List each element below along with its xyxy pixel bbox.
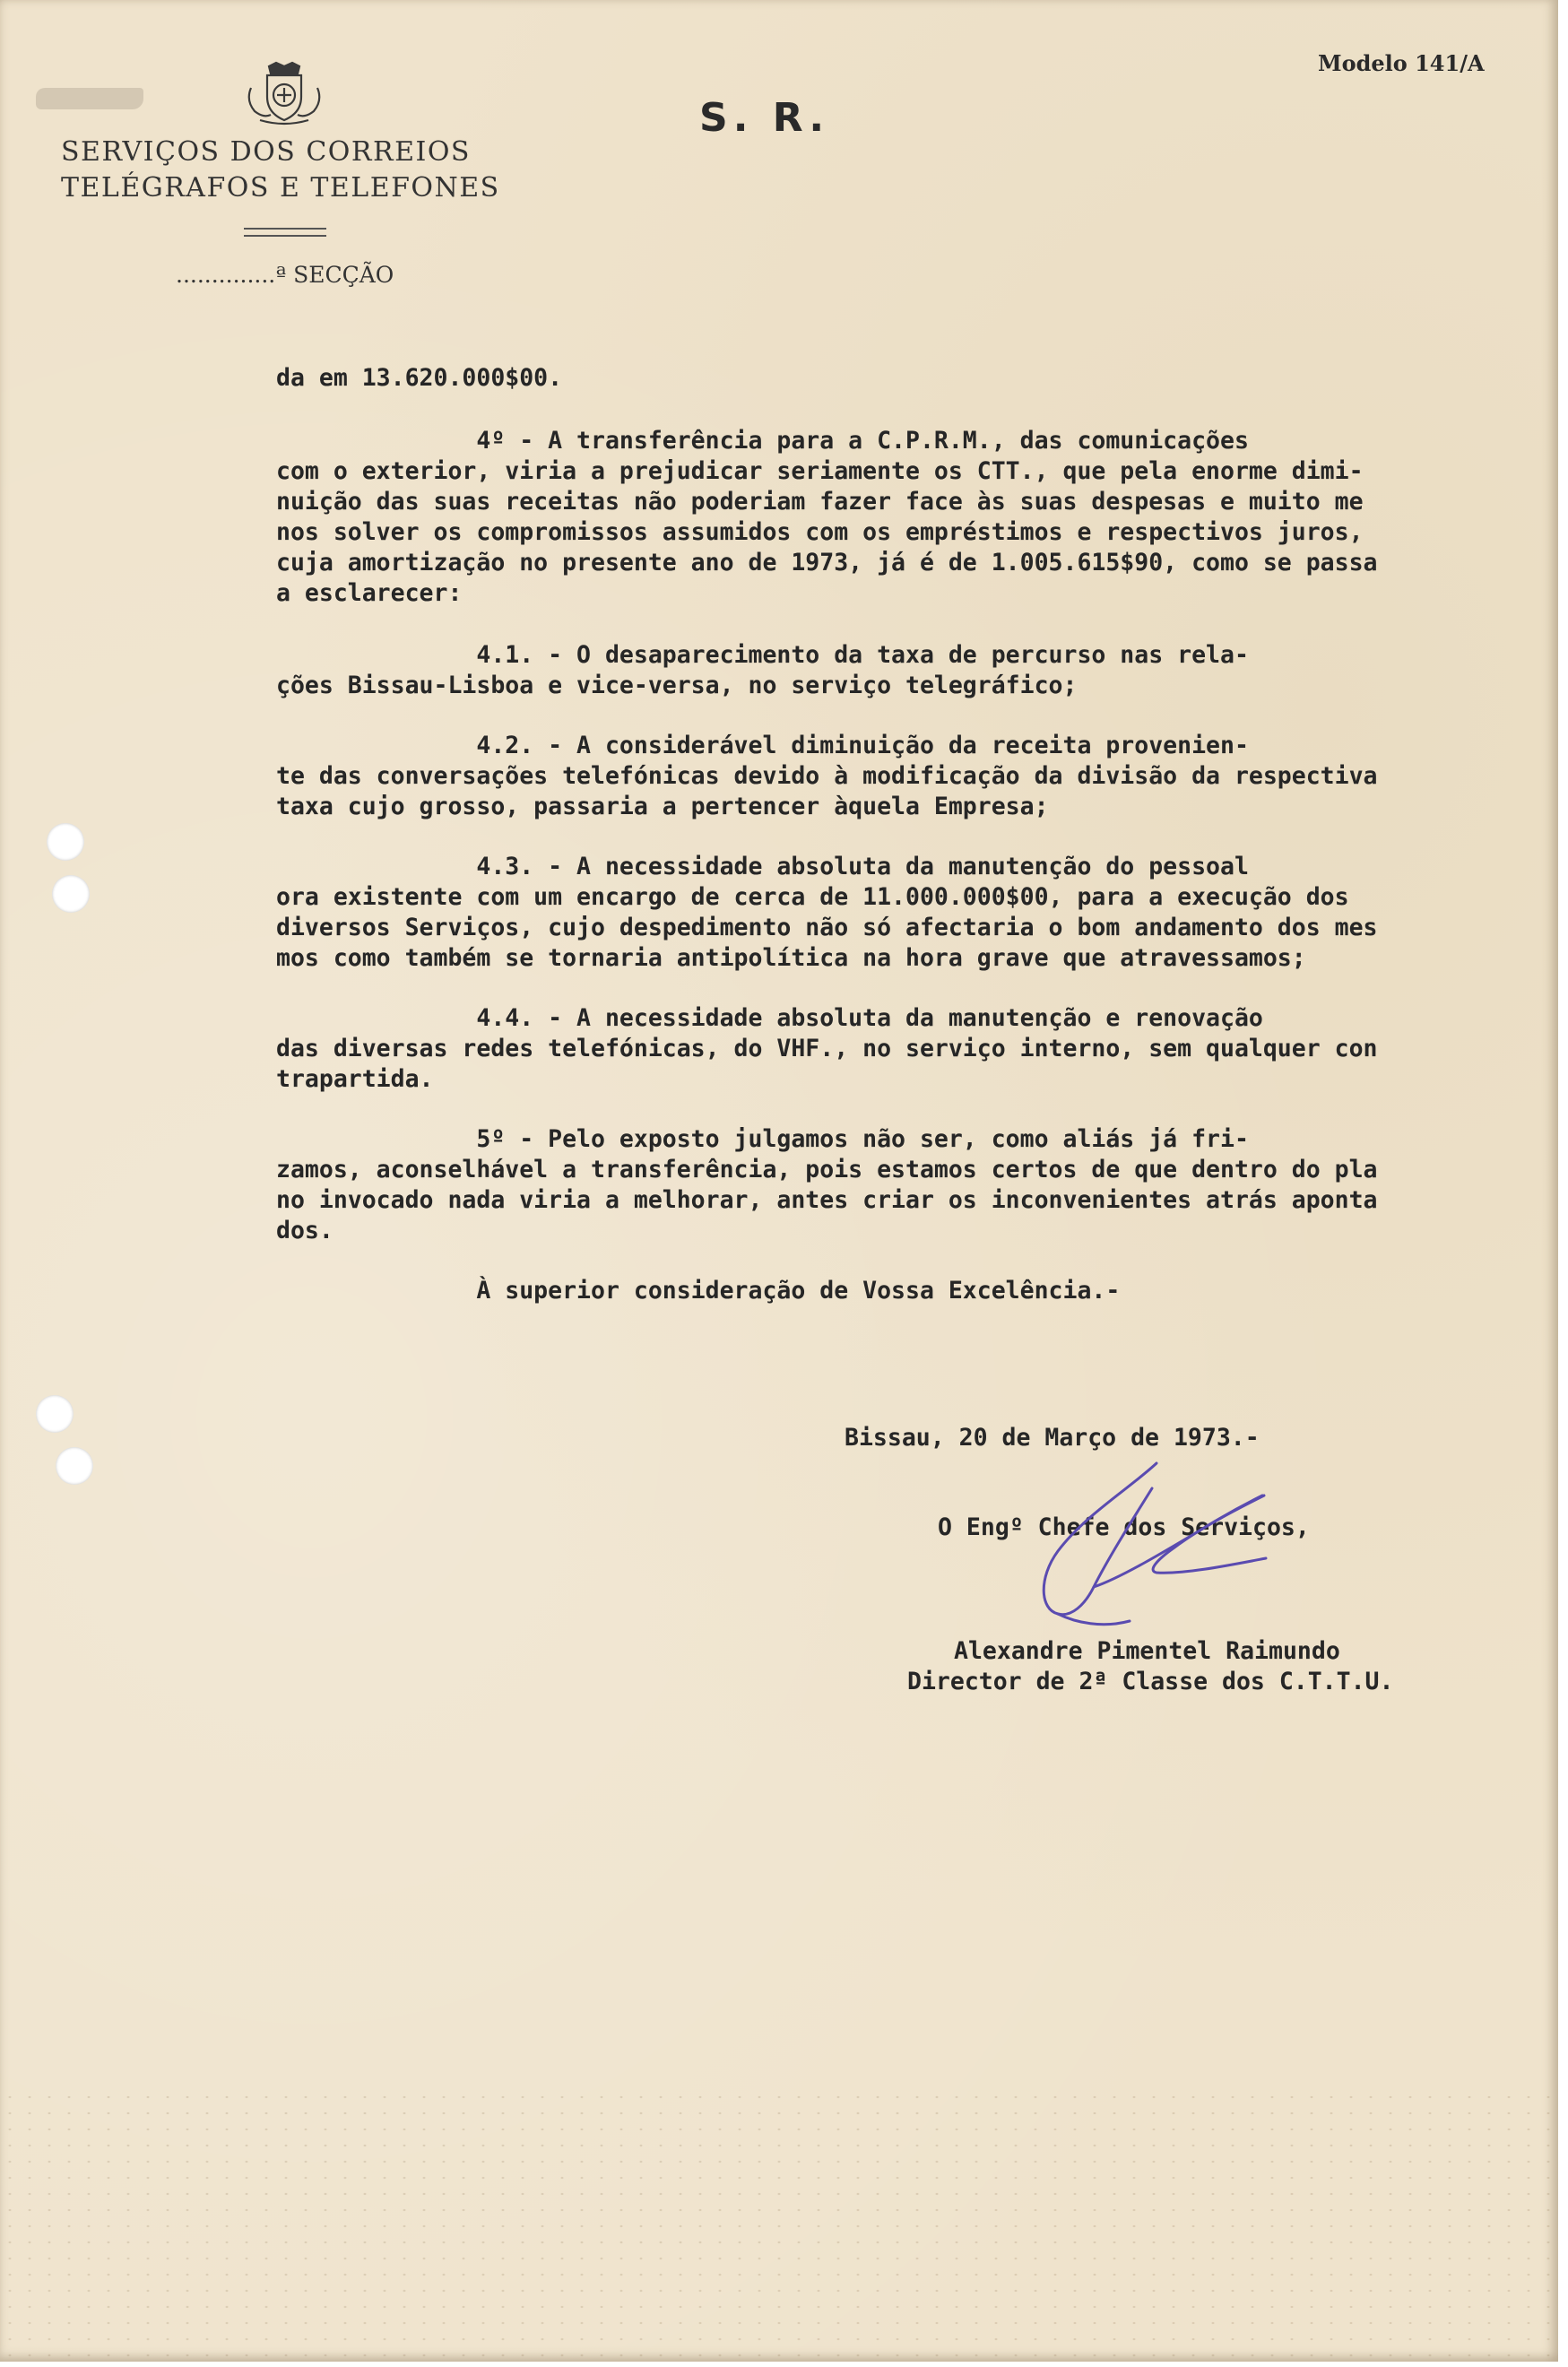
signatory-title: O Engº Chefe dos Serviços,	[938, 1513, 1310, 1541]
text-line: 4º - A transferência para a C.P.R.M., das comunicações	[276, 427, 1249, 455]
text-line: no invocado nada viria a melhorar, antes criar os inconvenientes atrás aponta	[276, 1186, 1378, 1214]
section-label: ..............ª SECÇÃO	[176, 262, 394, 288]
organization-name-line2: TELÉGRAFOS E TELEFONES	[61, 172, 500, 204]
signer-role: Director de 2ª Classe dos C.T.T.U.	[907, 1668, 1394, 1695]
text-line: zamos, aconselhável a transferência, pois estamos certos de que dentro do pla	[276, 1156, 1378, 1184]
text-line: 4.1. - O desaparecimento da taxa de percurso nas rela-	[276, 641, 1249, 669]
text-line: 4.2. - A considerável diminuição da receita provenien-	[276, 732, 1249, 759]
text-line: das diversas redes telefónicas, do VHF., no serviço interno, sem qualquer con	[276, 1035, 1378, 1062]
text-line: 4.3. - A necessidade absoluta da manutenção do pessoal	[276, 853, 1249, 880]
text-line: te das conversações telefónicas devido à modificação da divisão da respectiva	[276, 762, 1378, 790]
text-line: com o exterior, viria a prejudicar seriamente os CTT., que pela enorme dimi-	[276, 457, 1364, 485]
text-line: dos.	[276, 1217, 334, 1244]
text-line: ções Bissau-Lisboa e vice-versa, no serviço telegráfico;	[276, 672, 1078, 699]
text-line: nos solver os compromissos assumidos com os empréstimos e respectivos juros,	[276, 518, 1364, 546]
text-line: cuja amortização no presente ano de 1973, já é de 1.005.615$90, como se passa	[276, 549, 1378, 577]
form-model-number: Modelo 141/A	[1318, 50, 1485, 76]
place-date: Bissau, 20 de Março de 1973.-	[845, 1424, 1260, 1452]
text-line: mos como também se tornaria antipolítica na hora grave que atravessamos;	[276, 944, 1306, 972]
text-line: 4.4. - A necessidade absoluta da manutenção e renovação	[276, 1004, 1263, 1032]
text-line: À superior consideração de Vossa Excelência.-	[276, 1277, 1121, 1305]
text-line: taxa cujo grosso, passaria a pertencer àquela Empresa;	[276, 793, 1049, 820]
signer-name: Alexandre Pimentel Raimundo	[954, 1637, 1340, 1665]
text-line: a esclarecer:	[276, 579, 463, 607]
text-line: ora existente com um encargo de cerca de 11.000.000$00, para a execução dos	[276, 883, 1349, 911]
text-line: da em 13.620.000$00.	[276, 364, 563, 392]
text-line: diversos Serviços, cujo despedimento não só afectaria o bom andamento dos mes	[276, 914, 1378, 941]
text-line: nuição das suas receitas não poderiam fazer face às suas despesas e muito me	[276, 488, 1364, 516]
document-reference: S. R.	[699, 95, 830, 141]
organization-name-line1: SERVIÇOS DOS CORREIOS	[61, 136, 471, 168]
text-line: trapartida.	[276, 1065, 434, 1093]
text-line: 5º - Pelo exposto julgamos não ser, como aliás já fri-	[276, 1125, 1249, 1153]
